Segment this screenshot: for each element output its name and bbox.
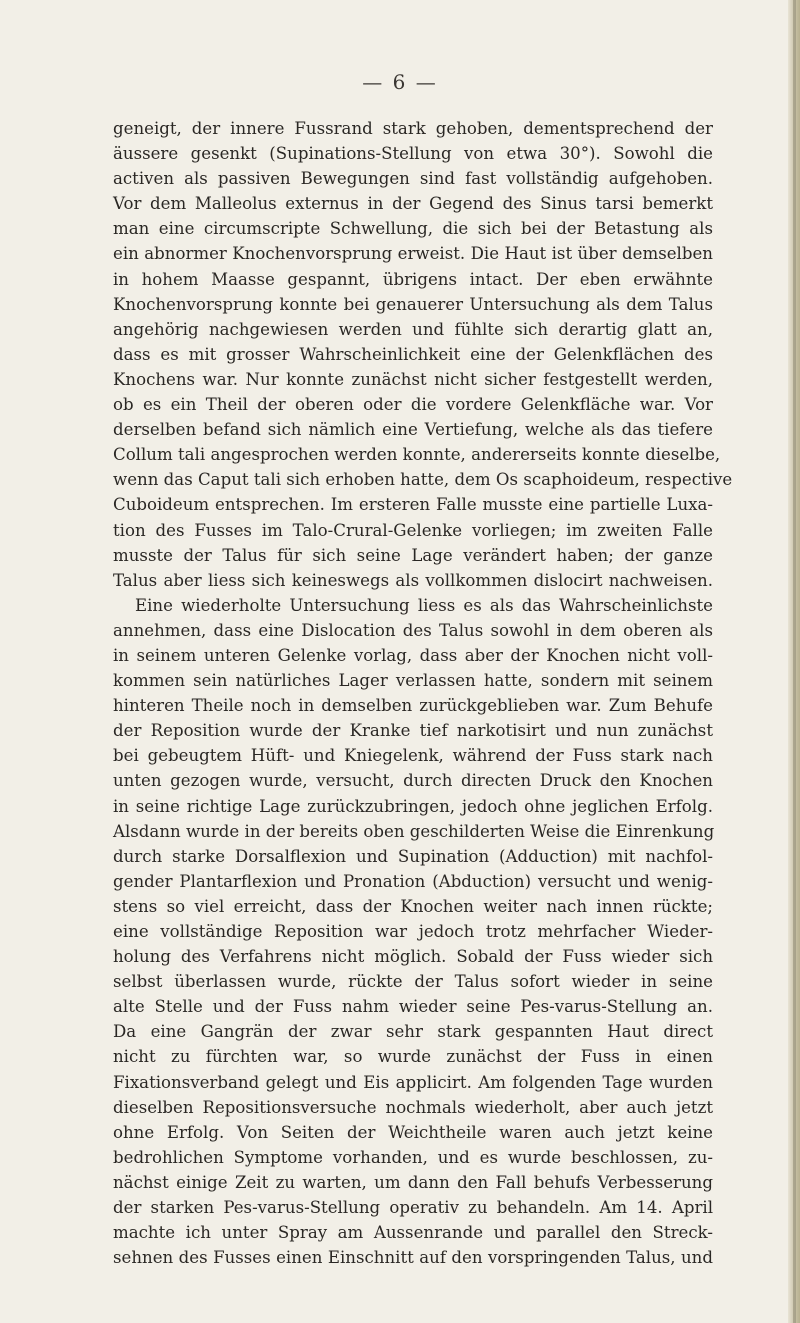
- text-line: nicht zu fürchten war, so wurde zunächst der Fuss in einen: [113, 1047, 713, 1067]
- page-edge-line: [793, 0, 796, 1323]
- text-line: stens so viel erreicht, dass der Knochen weiter nach innen rückte;: [113, 896, 713, 916]
- text-line: bei gebeugtem Hüft- und Kniegelenk, während der Fuss stark nach: [113, 746, 713, 766]
- text-line: Da eine Gangrän der zwar sehr stark gespannten Haut direct: [113, 1022, 713, 1042]
- text-line: hinteren Theile noch in demselben zurückgeblieben war. Zum Behufe: [113, 696, 713, 716]
- text-line: wenn das Caput tali sich erhoben hatte, dem Os scaphoideum, respective: [113, 470, 733, 490]
- text-line: gender Plantarflexion und Pronation (Abduction) versucht und wenig-: [113, 871, 713, 891]
- page-number: — 6 —: [362, 70, 438, 94]
- text-line: ein abnormer Knochenvorsprung erweist. Die Haut ist über demselben: [113, 244, 713, 264]
- text-line: durch starke Dorsalflexion und Supination (Adduction) mit nachfol-: [113, 846, 713, 866]
- text-line: angehörig nachgewiesen werden und fühlte sich derartig glatt an,: [113, 319, 713, 339]
- text-line: äussere gesenkt (Supinations-Stellung von etwa 30°). Sowohl die: [113, 144, 713, 164]
- body-text: [113, 116, 733, 1270]
- text-line: eine vollständige Reposition war jedoch trotz mehrfacher Wieder-: [113, 922, 713, 941]
- text-line: holung des Verfahrens nicht möglich. Sobald der Fuss wieder sich: [113, 947, 713, 967]
- text-line: Collum tali angesprochen werden konnte, andererseits konnte dieselbe,: [113, 445, 721, 465]
- text-line: in hohem Maasse gespannt, übrigens intact. Der eben erwähnte: [113, 269, 713, 289]
- text-line: geneigt, der innere Fussrand stark gehoben, dementsprechend der: [113, 119, 713, 138]
- text-line: kommen sein natürliches Lager verlassen hatte, sondern mit seinem: [113, 671, 713, 691]
- text-line: Fixationsverband gelegt und Eis applicirt. Am folgenden Tage wurden: [113, 1072, 713, 1092]
- text-line: musste der Talus für sich seine Lage verändert haben; der ganze: [113, 545, 713, 565]
- text-line: ob es ein Theil der oberen oder die vordere Gelenkfläche war. Vor: [113, 395, 713, 415]
- text-line: Alsdann wurde in der bereits oben geschilderten Weise die Einrenkung: [113, 821, 715, 841]
- text-line: selbst überlassen wurde, rückte der Talus sofort wieder in seine: [113, 972, 713, 992]
- text-line: der starken Pes-varus-Stellung operativ zu behandeln. Am 14. April: [113, 1198, 713, 1218]
- text-line: derselben befand sich nämlich eine Vertiefung, welche als das tiefere: [113, 420, 713, 440]
- text-line: der Reposition wurde der Kranke tief narkotisirt und nun zunächst: [113, 721, 713, 741]
- text-line: machte ich unter Spray am Aussenrande und parallel den Streck-: [113, 1223, 713, 1243]
- text-line: bedrohlichen Symptome vorhanden, und es wurde beschlossen, zu-: [113, 1147, 713, 1167]
- text-line: activen als passiven Bewegungen sind fast vollständig aufgehoben.: [113, 169, 713, 189]
- text-line: Vor dem Malleolus externus in der Gegend des Sinus tarsi bemerkt: [113, 194, 713, 214]
- text-line: Talus aber liess sich keineswegs als vollkommen dislocirt nachweisen.: [113, 570, 713, 590]
- text-line: in seinem unteren Gelenke vorlag, dass aber der Knochen nicht voll-: [113, 645, 713, 665]
- text-line: dass es mit grosser Wahrscheinlichkeit eine der Gelenkflächen des: [113, 344, 713, 364]
- text-line: Cuboideum entsprechen. Im ersteren Falle musste eine partielle Luxa-: [113, 495, 713, 515]
- text-line: tion des Fusses im Talo-Crural-Gelenke vorliegen; im zweiten Falle: [113, 520, 713, 540]
- text-line: nächst einige Zeit zu warten, um dann den Fall behufs Verbesserung: [113, 1172, 713, 1192]
- text-line: in seine richtige Lage zurückzubringen, jedoch ohne jeglichen Erfolg.: [113, 796, 713, 816]
- text-line: unten gezogen wurde, versucht, durch directen Druck den Knochen: [113, 771, 713, 791]
- text-line: sehnen des Fusses einen Einschnitt auf den vorspringenden Talus, und: [113, 1248, 713, 1268]
- text-line: Eine wiederholte Untersuchung liess es als das Wahrscheinlichste: [135, 595, 713, 615]
- text-line: Knochenvorsprung konnte bei genauerer Untersuchung als dem Talus: [113, 294, 713, 314]
- text-line: alte Stelle und der Fuss nahm wieder seine Pes-varus-Stellung an.: [113, 997, 713, 1017]
- text-line: Knochens war. Nur konnte zunächst nicht sicher festgestellt werden,: [113, 369, 713, 389]
- text-line: dieselben Repositionsversuche nochmals wiederholt, aber auch jetzt: [113, 1097, 713, 1117]
- text-line: ohne Erfolg. Von Seiten der Weichtheile waren auch jetzt keine: [113, 1122, 713, 1142]
- text-line: annehmen, dass eine Dislocation des Talus sowohl in dem oberen als: [113, 620, 713, 640]
- text-line: man eine circumscripte Schwellung, die sich bei der Betastung als: [113, 219, 713, 239]
